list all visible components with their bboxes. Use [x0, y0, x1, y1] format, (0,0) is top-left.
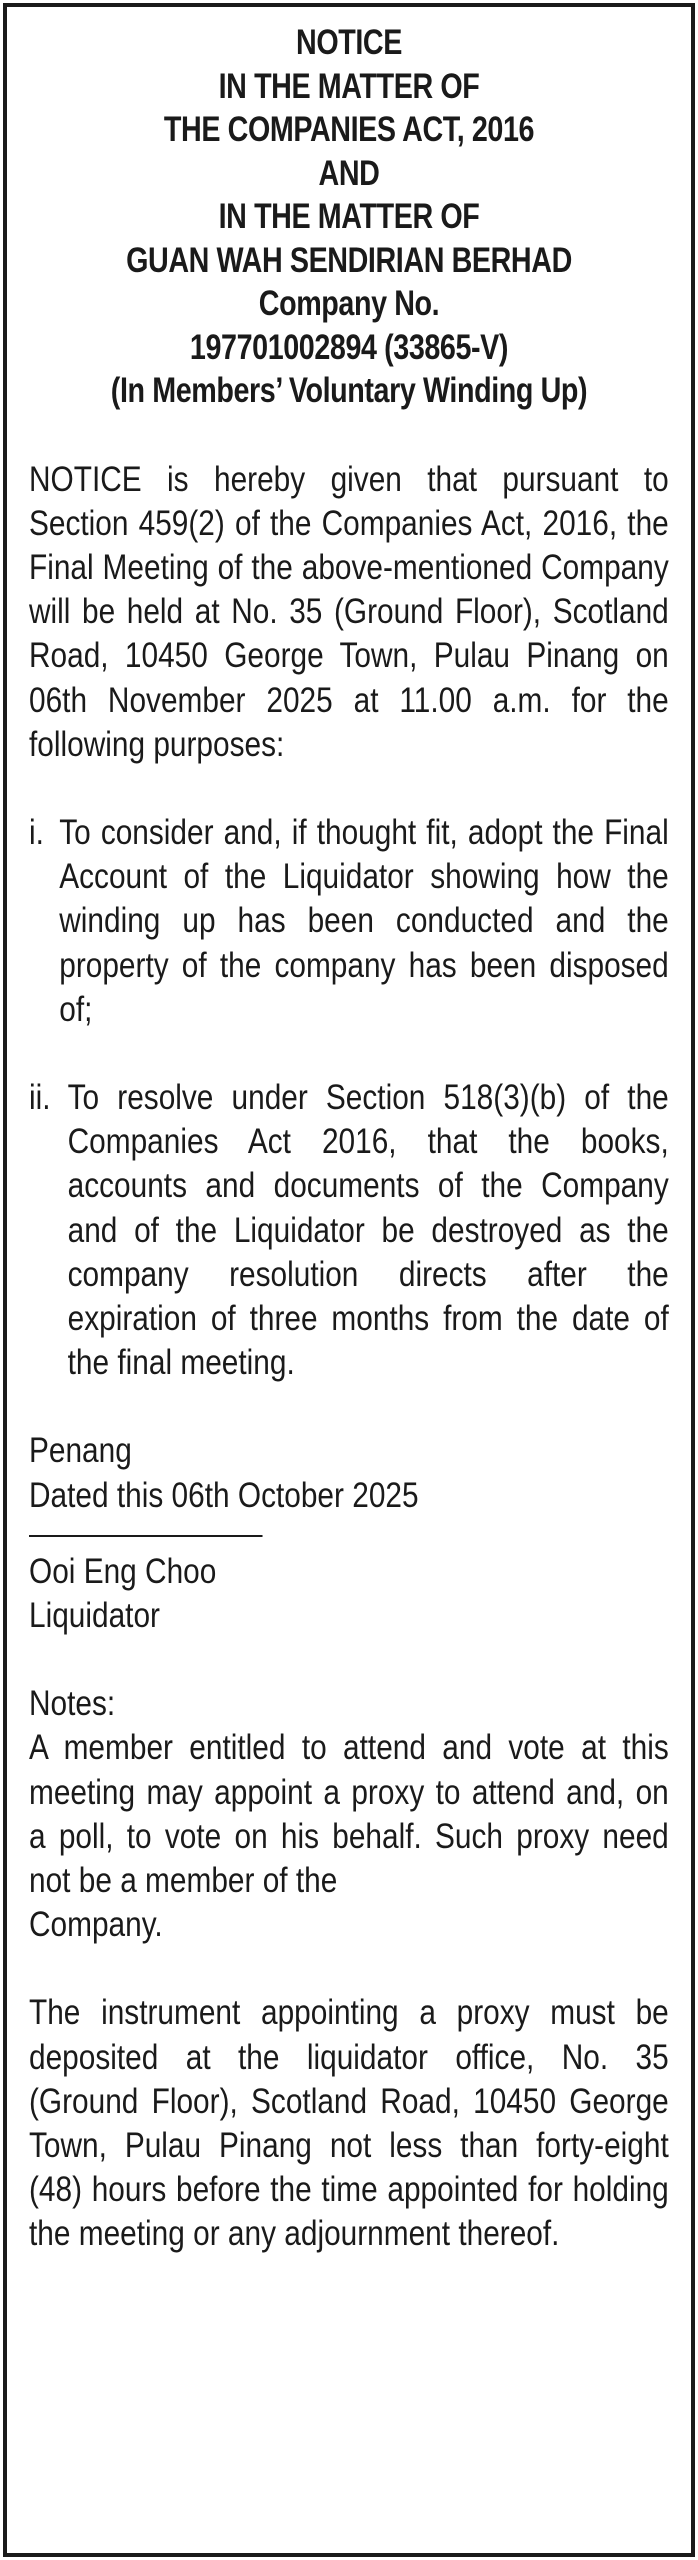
intro-paragraph: NOTICE is hereby given that pursuant to Section 459(2) of the Companies Act, 2016, the Final Meeting of the above-mentioned Company will be held at No. 35 (Ground Floor), Scotland Road, 10450 George Town, Pulau Pinang on 06th November 2025 at 11.00 a.m. for the following purposes: — [29, 458, 669, 764]
notice-heading — [29, 21, 669, 413]
heading-company-no-label: Company No. — [258, 284, 440, 323]
signatory-name: Ooi Eng Choo — [29, 1550, 217, 1591]
purpose-text-2: To resolve under Section 518(3)(b) of the Companies Act 2016, that the books, accounts and documents of the Company and of the Liquidator be destroyed as the company resolution directs after the expiration of three months from the date of the final meeting. — [67, 1076, 669, 1383]
heading-notice: NOTICE — [296, 23, 402, 62]
purpose-item-2 — [29, 1075, 669, 1384]
heading-matter-1: IN THE MATTER OF — [218, 66, 480, 106]
notes-paragraph-1-main: A member entitled to attend and vote at this meeting may appoint a proxy to attend and, on a poll, to vote on his behalf. Such proxy need not be a member of the — [29, 1727, 669, 1900]
purpose-item-1 — [29, 810, 669, 1031]
dated-line: Dated this 06th October 2025 — [29, 1474, 419, 1515]
purpose-marker-1: i. — [29, 811, 44, 852]
heading-matter-2: IN THE MATTER OF — [218, 197, 480, 236]
notes-paragraph-2: The instrument appointing a proxy must be deposited at the liquidator office, No. 35 (Ground Floor), Scotland Road, 10450 George Town, Pulau Pinang not less than forty-eight (48) hours before the time appointed for holding the meeting or any adjournment thereof. — [29, 1992, 669, 2254]
signatory-title: Liquidator — [29, 1594, 160, 1635]
heading-and: AND — [318, 153, 380, 193]
notice-body — [29, 457, 669, 2256]
heading-act: THE COMPANIES ACT, 2016 — [163, 110, 535, 149]
notice-box — [3, 3, 695, 2557]
notes-paragraph-1 — [29, 1725, 669, 1946]
notes-heading: Notes: — [29, 1683, 116, 1724]
purpose-text-1: To consider and, if thought fit, adopt the Final Account of the Liquidator showing how the winding up has been conducted and the property of the company has been disposed of; — [59, 811, 669, 1029]
signature-line — [29, 1517, 263, 1537]
notes-paragraph-1-end: Company. — [29, 1904, 163, 1945]
place: Penang — [29, 1430, 132, 1471]
purpose-marker-2: ii. — [29, 1076, 51, 1117]
heading-company-name: GUAN WAH SENDIRIAN BERHAD — [126, 240, 572, 280]
heading-company-no: 197701002894 (33865-V) — [189, 327, 509, 367]
heading-winding-up: (In Members’ Voluntary Winding Up) — [110, 371, 588, 410]
